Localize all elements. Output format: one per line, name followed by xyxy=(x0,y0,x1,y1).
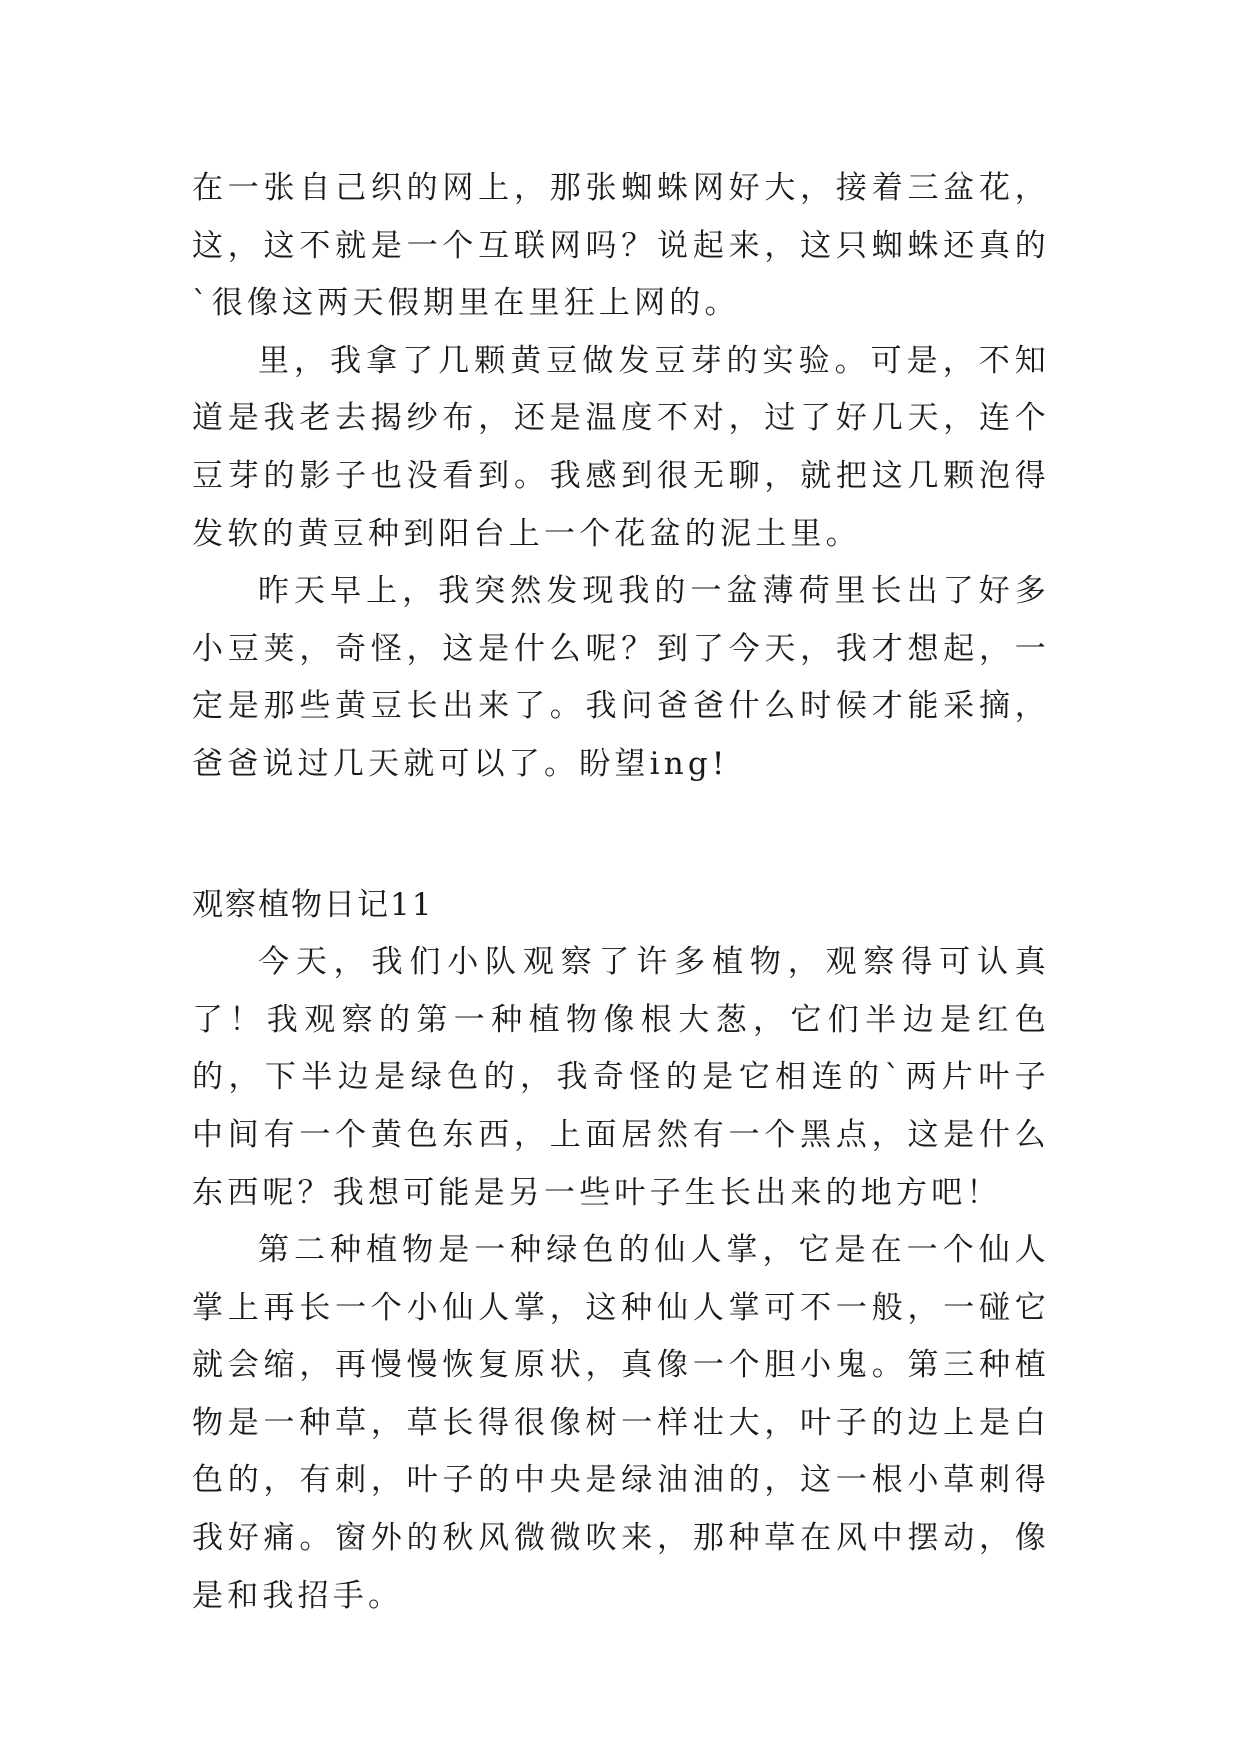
paragraph-cactus-grass: 第二种植物是一种绿色的仙人掌，它是在一个仙人掌上再长一个小仙人掌，这种仙人掌可不一般，一碰它就会缩，再慢慢恢复原状，真像一个胆小鬼。第三种植物是一种草，草长得很像树一样壮大，叶子的边上是白色的，有刺，叶子的中央是绿油油的，这一根小草刺得我好痛。窗外的秋风微微吹来，那种草在风中摆动，像是和我招手。 xyxy=(192,1232,1050,1614)
section-title: 观察植物日记11 xyxy=(192,886,434,923)
paragraph-first-plant: 今天，我们小队观察了许多植物，观察得可认真了！我观察的第一种植物像根大葱，它们半边是红色的，下半边是绿色的，我奇怪的是它相连的`两片叶子中间有一个黄色东西，上面居然有一个黑点，这是什么东西呢？我想可能是另一些叶子生长出来的地方吧！ xyxy=(192,944,1050,1211)
paragraph-bean-pods: 昨天早上，我突然发现我的一盆薄荷里长出了好多小豆荚，奇怪，这是什么呢？到了今天，我才想起，一定是那些黄豆长出来了。我问爸爸什么时候才能采摘，爸爸说过几天就可以了。盼望ing! xyxy=(192,573,1050,782)
section-gap xyxy=(192,794,1050,877)
paragraph-spider-web: 在一张自己织的网上，那张蜘蛛网好大，接着三盆花，这，这不就是一个互联网吗？说起来，这只蜘蛛还真的`很像这两天假期里在里狂上网的。 xyxy=(192,170,1050,322)
document-page xyxy=(192,160,1050,1625)
paragraph-bean-sprout: 里，我拿了几颗黄豆做发豆芽的实验。可是，不知道是我老去揭纱布，还是温度不对，过了好几天，连个豆芽的影子也没看到。我感到很无聊，就把这几颗泡得发软的黄豆种到阳台上一个花盆的泥土里。 xyxy=(192,342,1050,552)
